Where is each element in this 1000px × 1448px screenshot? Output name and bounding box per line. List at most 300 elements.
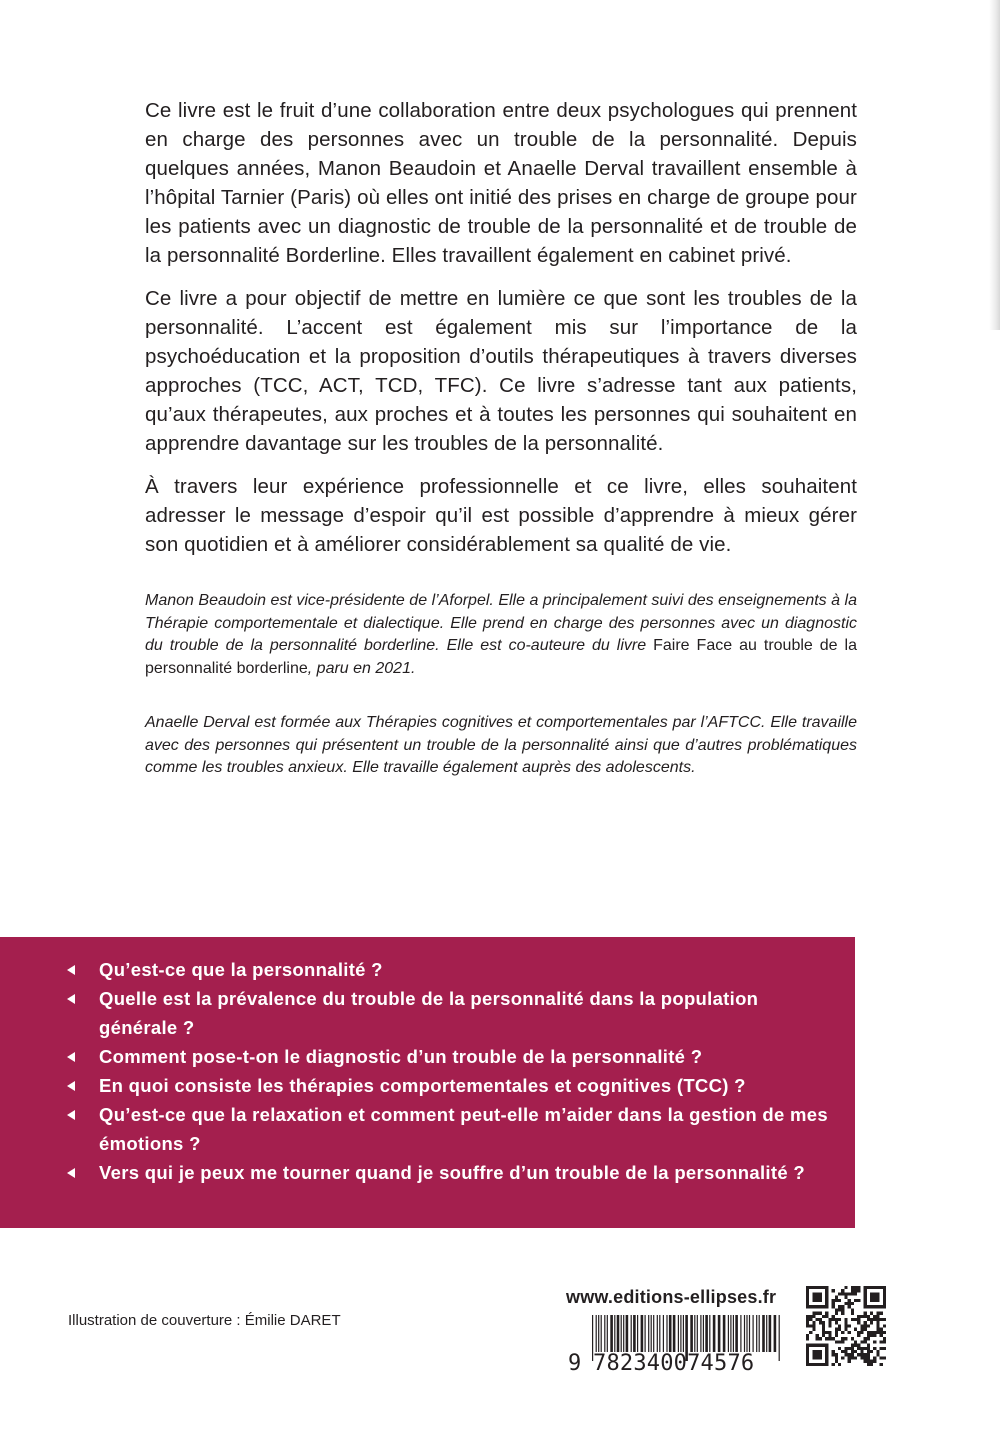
qr-module [809,1305,812,1308]
qr-module [825,1331,828,1334]
qr-module [870,1292,873,1295]
qr-module [812,1315,815,1318]
qr-module [883,1296,886,1299]
qr-module [844,1286,847,1289]
qr-module [819,1337,822,1340]
qr-module [857,1347,860,1350]
qr-module [835,1340,838,1343]
qr-module [876,1328,879,1331]
qr-module [864,1360,867,1363]
qr-module [828,1334,831,1337]
qr-module [822,1324,825,1327]
qr-module [835,1321,838,1324]
qr-module [838,1340,841,1343]
qr-module [870,1363,873,1366]
qr-module [864,1289,867,1292]
qr-module [848,1292,851,1295]
qr-module [825,1337,828,1340]
qr-module [819,1318,822,1321]
qr-module [873,1334,876,1337]
left-triangle-arrow-icon [67,1052,75,1062]
qr-module [860,1324,863,1327]
qr-module [870,1360,873,1363]
qr-module [844,1350,847,1353]
qr-module [812,1321,815,1324]
qr-module [867,1347,870,1350]
question-text: En quoi consiste les thérapies comportementales et cognitives (TCC) ? [99,1075,746,1096]
qr-module [864,1296,867,1299]
qr-module [848,1331,851,1334]
qr-module [809,1324,812,1327]
barcode-bar [746,1315,747,1352]
barcode-bar [733,1315,734,1352]
left-triangle-arrow-icon [67,1168,75,1178]
qr-module [851,1356,854,1359]
qr-module [854,1350,857,1353]
qr-module [873,1305,876,1308]
qr-module [832,1315,835,1318]
qr-module [880,1331,883,1334]
qr-module [864,1337,867,1340]
qr-module [838,1292,841,1295]
qr-module [806,1350,809,1353]
qr-module [867,1344,870,1347]
barcode-bar [610,1315,613,1352]
qr-module [841,1305,844,1308]
qr-module [854,1292,857,1295]
qr-module [841,1350,844,1353]
bio-beaudoin-text-end: , paru en 2021. [307,659,416,677]
question-text: Vers qui je peux me tourner quand je souffre d’un trouble de la personnalité ? [99,1162,805,1183]
qr-module [883,1289,886,1292]
barcode-bar [718,1315,721,1352]
qr-module [838,1299,841,1302]
qr-module [822,1305,825,1308]
qr-module [816,1353,819,1356]
qr-module [864,1299,867,1302]
qr-module [851,1292,854,1295]
qr-module [860,1350,863,1353]
qr-module [812,1328,815,1331]
qr-module [812,1344,815,1347]
qr-module [838,1308,841,1311]
bio-beaudoin-book-title: Faire Face au trouble de la personnalité borderline [145,637,857,677]
qr-module [854,1344,857,1347]
intro-paragraph-2: Ce livre a pour objectif de mettre en lumière ce que sont les troubles de la personnalité. L’accent est également mis sur l’importance de la psychoéducation et la proposition d’outils thérapeutiques à travers diverses approches (TCC, ACT, TCD, TFC). Ce livre s’adresse tant aux patients, qu’aux thérapeutes, aux proches et à toutes les personnes qui souhaitent en apprendre davantage sur les troubles de la personnalité. [145,287,857,455]
qr-module [867,1337,870,1340]
qr-module [835,1356,838,1359]
qr-module [825,1296,828,1299]
qr-module [844,1296,847,1299]
question-item [67,1100,837,1158]
qr-module [841,1340,844,1343]
publisher-website[interactable]: www.editions-ellipses.fr [566,1287,777,1307]
barcode-bar [645,1315,646,1352]
qr-module [819,1305,822,1308]
barcode-bar [598,1315,599,1352]
qr-module [816,1356,819,1359]
qr-module [806,1286,809,1289]
barcode-bar [673,1315,676,1352]
qr-module [873,1347,876,1350]
left-triangle-arrow-icon [67,1081,75,1091]
barcode-bar [607,1315,608,1352]
bio-beaudoin-text: Manon Beaudoin est vice-présidente de l’Aforpel. Elle a principalement suivi des enseignements à la Thérapie comportementale et dialectique. Elle prend en charge des personnes avec un diagnostic du trouble de la personnalité borderline. Elle est co-auteure du livre [145,592,857,654]
qr-module [857,1289,860,1292]
qr-module [864,1324,867,1327]
isbn-first-digit: 9 [568,1351,582,1376]
qr-module [883,1318,886,1321]
qr-module [864,1356,867,1359]
qr-module [864,1286,867,1289]
qr-module [844,1292,847,1295]
qr-module [876,1296,879,1299]
qr-module [806,1292,809,1295]
qr-module [857,1331,860,1334]
qr-module [867,1334,870,1337]
qr-module [806,1356,809,1359]
qr-module [860,1331,863,1334]
qr-module [832,1363,835,1366]
qr-module [828,1324,831,1327]
qr-module [819,1312,822,1315]
qr-module [806,1305,809,1308]
qr-module [880,1305,883,1308]
qr-module [854,1340,857,1343]
qr-module [819,1353,822,1356]
barcode-bar [713,1315,716,1352]
qr-module [835,1328,838,1331]
qr-module [848,1347,851,1350]
qr-module [864,1353,867,1356]
qr-module [857,1315,860,1318]
qr-module [812,1312,815,1315]
left-triangle-arrow-icon [67,1110,75,1120]
qr-module [822,1315,825,1318]
qr-module [860,1340,863,1343]
qr-module [870,1321,873,1324]
qr-module [876,1318,879,1321]
qr-module [825,1344,828,1347]
barcode-bar [753,1315,754,1352]
left-triangle-arrow-icon [67,965,75,975]
barcode-bar [614,1315,615,1352]
qr-module [848,1353,851,1356]
qr-module [825,1353,828,1356]
qr-module [883,1292,886,1295]
qr-module [857,1334,860,1337]
qr-module [806,1337,809,1340]
qr-module [883,1302,886,1305]
barcode-bar [631,1315,632,1352]
question-item [67,984,837,1042]
qr-module [880,1334,883,1337]
qr-module [851,1344,854,1347]
qr-module [812,1286,815,1289]
qr-module [883,1347,886,1350]
qr-module [860,1315,863,1318]
qr-module [870,1318,873,1321]
qr-module [816,1350,819,1353]
qr-module [851,1350,854,1353]
barcode-bar [623,1315,624,1352]
qr-module [864,1321,867,1324]
qr-module [876,1305,879,1308]
qr-module [806,1347,809,1350]
qr-module [883,1299,886,1302]
barcode-bar [756,1315,757,1352]
qr-module [822,1321,825,1324]
qr-module [873,1318,876,1321]
qr-module [851,1308,854,1311]
qr-module [812,1324,815,1327]
qr-module [841,1337,844,1340]
qr-module [812,1356,815,1359]
qr-module [819,1292,822,1295]
qr-module [873,1360,876,1363]
qr-module [864,1315,867,1318]
barcode-bar [666,1315,667,1352]
barcode-bar [774,1315,777,1352]
barcode-bar [683,1315,684,1352]
questions-list [67,955,837,1187]
qr-code-icon [806,1286,886,1366]
qr-module [806,1289,809,1292]
qr-module [812,1296,815,1299]
qr-module [876,1353,879,1356]
qr-module [816,1305,819,1308]
qr-module [844,1337,847,1340]
qr-module [822,1328,825,1331]
question-text: Qu’est-ce que la personnalité ? [99,959,383,980]
qr-module [880,1318,883,1321]
qr-module [880,1328,883,1331]
qr-module [835,1296,838,1299]
qr-module [825,1360,828,1363]
qr-module [867,1305,870,1308]
qr-module [873,1340,876,1343]
qr-module [867,1318,870,1321]
qr-module [825,1312,828,1315]
qr-module [828,1318,831,1321]
qr-module [876,1321,879,1324]
qr-module [880,1286,883,1289]
intro-text [145,96,857,573]
qr-module [860,1328,863,1331]
qr-module [867,1315,870,1318]
barcode-bar [641,1315,644,1352]
qr-module [876,1350,879,1353]
qr-module [822,1344,825,1347]
qr-module [822,1363,825,1366]
barcode-bar [690,1315,693,1352]
qr-module [864,1312,867,1315]
qr-module [870,1305,873,1308]
qr-module [835,1308,838,1311]
qr-module [867,1363,870,1366]
qr-module [844,1353,847,1356]
qr-module [816,1318,819,1321]
qr-module [809,1363,812,1366]
qr-module [832,1289,835,1292]
question-item [67,1158,837,1187]
qr-module [844,1328,847,1331]
qr-module [841,1331,844,1334]
qr-module [867,1286,870,1289]
qr-module [876,1315,879,1318]
qr-module [806,1353,809,1356]
qr-module [825,1299,828,1302]
qr-module [806,1360,809,1363]
barcode-bar [617,1315,620,1352]
qr-module [848,1302,851,1305]
qr-module [870,1312,873,1315]
qr-module [819,1296,822,1299]
qr-module [816,1312,819,1315]
qr-module [828,1321,831,1324]
qr-module [832,1350,835,1353]
intro-paragraph-3: À travers leur expérience professionnelle et ce livre, elles souhaitent adresser le message d’espoir qu’il est possible d’apprendre à mieux gérer son quotidien et à améliorer considérablement sa qualité de vie. [145,475,857,556]
qr-module [854,1286,857,1289]
qr-module [880,1312,883,1315]
barcode-bar [709,1315,710,1352]
qr-module [876,1331,879,1334]
intro-paragraph-1: Ce livre est le fruit d’une collaboration entre deux psychologues qui prennent en charge des personnes avec un trouble de la personnalité. Depuis quelques années, Manon Beaudoin et Anaelle Derval travaillent ensemble à l’hôpital Tarnier (Paris) où elles ont initié des prises en charge de groupe pour les patients avec un diagnostic de trouble de la personnalité et de trouble de la personnalité Borderline. Elles travaillent également en cabinet privé. [145,99,857,267]
qr-module [832,1305,835,1308]
qr-module [854,1299,857,1302]
qr-module [819,1344,822,1347]
qr-module [867,1353,870,1356]
qr-module [864,1305,867,1308]
barcode-bar [596,1315,597,1352]
qr-module [848,1360,851,1363]
qr-module [828,1337,831,1340]
barcode-bar [637,1315,638,1352]
qr-module [864,1302,867,1305]
qr-module [876,1299,879,1302]
qr-module [848,1324,851,1327]
qr-module [867,1331,870,1334]
qr-module [883,1337,886,1340]
barcode-bar [728,1315,729,1352]
barcode-bar [626,1315,629,1352]
qr-module [876,1286,879,1289]
qr-module [812,1305,815,1308]
qr-module [880,1363,883,1366]
qr-module [841,1308,844,1311]
qr-module [835,1360,838,1363]
qr-module [835,1334,838,1337]
qr-module [819,1299,822,1302]
qr-module [812,1299,815,1302]
qr-module [825,1292,828,1295]
qr-module [873,1286,876,1289]
qr-module [870,1296,873,1299]
qr-module [883,1356,886,1359]
barcode-bar [700,1315,701,1352]
qr-module [841,1292,844,1295]
qr-module [857,1299,860,1302]
qr-module [819,1350,822,1353]
barcode-bar [694,1315,695,1352]
qr-module [880,1356,883,1359]
question-text: Comment pose-t-on le diagnostic d’un trouble de la personnalité ? [99,1046,703,1067]
qr-module [816,1344,819,1347]
qr-module [825,1350,828,1353]
qr-module [832,1337,835,1340]
page-fold-shadow [989,0,1000,330]
qr-module [806,1315,809,1318]
qr-module [828,1331,831,1334]
left-triangle-arrow-icon [67,994,75,1004]
qr-module [809,1318,812,1321]
qr-module [844,1347,847,1350]
barcode-bar [749,1315,750,1352]
barcode-bar [705,1315,708,1352]
qr-module [838,1328,841,1331]
qr-module [835,1331,838,1334]
qr-module [832,1299,835,1302]
qr-module [876,1292,879,1295]
qr-module [835,1299,838,1302]
qr-module [880,1340,883,1343]
qr-module [812,1292,815,1295]
barcode-bar [633,1315,636,1352]
barcode-bar [744,1315,745,1352]
barcode-bar [766,1315,767,1352]
qr-module [841,1356,844,1359]
qr-module [844,1302,847,1305]
qr-module [864,1328,867,1331]
qr-module [851,1312,854,1315]
qr-module [838,1347,841,1350]
qr-module [825,1289,828,1292]
barcode-bar [653,1315,654,1352]
qr-module [857,1318,860,1321]
qr-module [825,1302,828,1305]
qr-module [883,1324,886,1327]
qr-module [848,1299,851,1302]
qr-module [883,1305,886,1308]
qr-module [851,1286,854,1289]
barcode-bar [723,1315,726,1352]
qr-module [841,1312,844,1315]
qr-module [851,1302,854,1305]
qr-module [838,1318,841,1321]
qr-module [870,1334,873,1337]
qr-module [832,1318,835,1321]
qr-module [832,1353,835,1356]
qr-module [816,1334,819,1337]
qr-module [860,1353,863,1356]
qr-module [854,1318,857,1321]
barcode-bar [659,1315,660,1352]
qr-module [832,1302,835,1305]
barcode-bar [730,1315,731,1352]
qr-module [864,1340,867,1343]
barcode-bar [769,1315,772,1352]
qr-module [825,1315,828,1318]
qr-module [851,1347,854,1350]
qr-module [873,1299,876,1302]
qr-module [825,1305,828,1308]
qr-module [860,1356,863,1359]
qr-module [864,1292,867,1295]
qr-module [867,1350,870,1353]
question-item [67,1042,837,1071]
qr-module [806,1321,809,1324]
qr-module [860,1347,863,1350]
